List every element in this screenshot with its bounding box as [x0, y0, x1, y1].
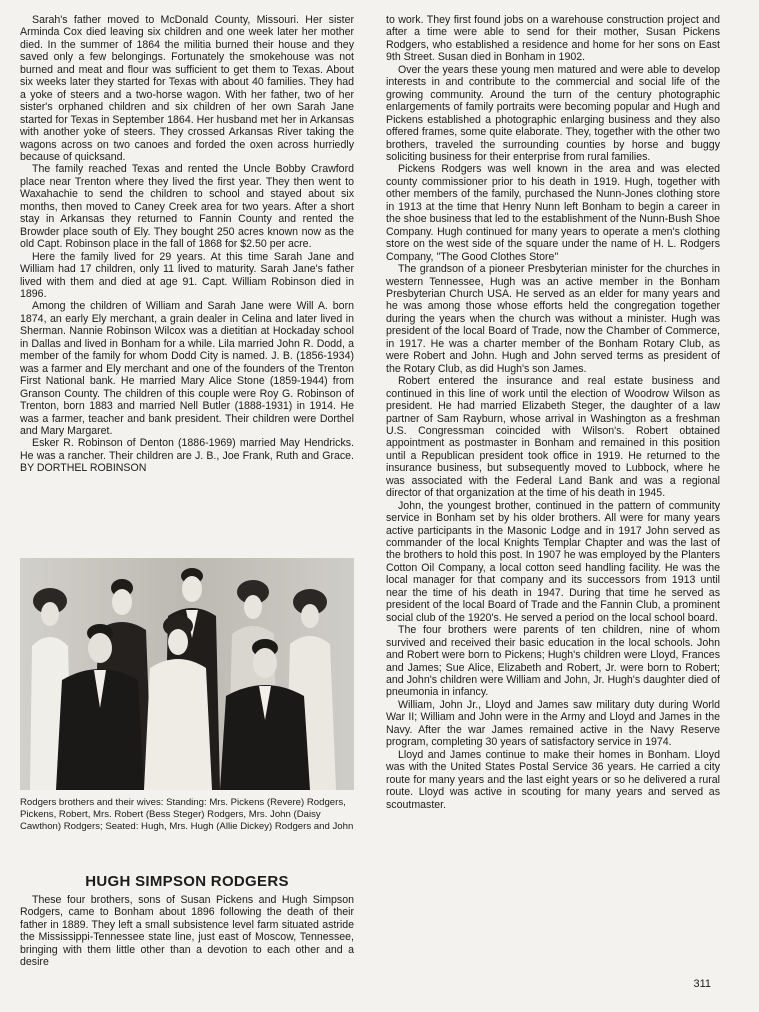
paragraph: The grandson of a pioneer Presbyterian minister for the churches in western Tennessee, Hugh was an active member in the Bonham Presbyterian Church USA. He served as an elder for many years and he was among those whose efforts held the congregation together during the years when the church was without a minister. Hugh was president of the local Board of Trade, now the Chamber of Commerce, in 1917. He was a charter member of the Bonham Rotary Club, as were Robert and John. Hugh and John served terms as president of the Rotary Club, as did Hugh's son James.	[386, 263, 720, 375]
paragraph: Pickens Rodgers was well known in the area and was elected county commissioner prior to his death in 1919. Hugh, together with other members of the family, purchased the Nunn-Jones clothing store in 1913 at the time that Henry Nunn left Bonham to begin a career in the shoe business that led to the establishment of the Nunn-Bush Shoe Company. Hugh continued for many years to operate a men's clothing store on the west side of the square under the name of H. L. Rodgers Company, "The Good Clothes Store"	[386, 163, 720, 263]
paragraph: William, John Jr., Lloyd and James saw military duty during World War II; William and John were in the Army and Lloyd and James in the Navy. After the war James remained active in the Navy Reserve program, completing 30 years of satisfactory service in 1974.	[386, 698, 720, 749]
section-heading: HUGH SIMPSON RODGERS	[85, 873, 289, 890]
family-photo	[20, 558, 354, 790]
paragraph: Robert entered the insurance and real estate business and continued in this line of work until the election of Woodrow Wilson as president. He had married Elizabeth Steger, the daughter of a law partner of Sam Rayburn, whose arrival in Washington as a freshman U.S. Congressman coincided with Wilson's. Robert obtained appointment as postmaster in Bonham and remained in this position until a Republican president took office in 1919. He returned to the insurance business, but subsequently moved to Lubbock, where he was associated with the Federal Land Bank and was a regional director of that organization at the time of his death in 1945.	[386, 375, 720, 500]
paragraph: Esker R. Robinson of Denton (1886-1969) married May Hendricks. He was a rancher. Their children are J. B., Joe Frank, Ruth and Grace. BY DORTHEL ROBINSON	[20, 437, 354, 475]
right-column-text	[386, 14, 720, 811]
photo-caption: Rodgers brothers and their wives: Standing: Mrs. Pickens (Revere) Rodgers, Pickens, Robert, Mrs. Robert (Bess Steger) Rodgers, Mrs. John (Daisy Cawthon) Rodgers; Seated: Hugh, Mrs. Hugh (Allie Dickey) Rodgers and John	[20, 797, 354, 833]
paragraph: John, the youngest brother, continued in the pattern of community service in Bonham set by his older brothers. All were for many years active participants in the Masonic Lodge and in 1917 John served as commander of the local Knights Templar Chapter and was the last of the brothers to hold this post. In 1907 he was employed by the Planters Cotton Oil Company, a local cotton seed handling facility. He was the local manager for that company and its successors from 1913 until near the time of his death in 1947. During that time he served as president of the local Board of Trade and the Fannin Club, a prominent social club of the 1920's. He served a period on the local school board.	[386, 499, 720, 624]
paragraph: Over the years these young men matured and were able to develop interests in and contribute to the commercial and social life of the growing community. Around the turn of the century photographic enlargements of family portraits were becoming popular and Hugh and Pickens established a photographic enlarging business and they also offered frames, some quite elaborate. They, together with the other two brothers, traveled the surrounding counties by horse and buggy soliciting business for their enterprise from rural families.	[386, 63, 720, 163]
paragraph: Lloyd and James continue to make their homes in Bonham. Lloyd was with the United States Postal Service 36 years. He carried a city route for many years and the last eight years or so he delivered a rural route. Lloyd was active in scouting for many years and served as scoutmaster.	[386, 748, 720, 811]
left-column-text	[20, 14, 354, 475]
paragraph: to work. They first found jobs on a warehouse construction project and after a time were able to send for their mother, Susan Pickens Rodgers, who established a residence and home for her sons on East 9th Street. Susan died in Bonham in 1902.	[386, 14, 720, 64]
paragraph: Here the family lived for 29 years. At this time Sarah Jane and William had 17 children, only 11 lived to maturity. Sarah Jane's father lived with them and died at age 91. Capt. William Robinson died in 1896.	[20, 250, 354, 300]
paragraph: Among the children of William and Sarah Jane were Will A. born 1874, an early Ely merchant, a grain dealer in Celina and later lived in Sherman. Nannie Robinson Wilcox was a dietitian at Hockaday school in Dallas and lived in Bonham for a while. Lila married John R. Dodd, a member of the family for whom Dodd City is named. J. B. (1856-1934) was a farmer and Ely merchant and one of the founders of the Trenton First National bank. He married Mary Alice Stone (1859-1944) from Granson County. The children of this couple were Roy G. Robinson of Trenton, born 1883 and married Nell Butler (1888-1931) in 1914. He was a farmer, teacher and bank president. Their children were Dorthel and Mary Margaret.	[20, 300, 354, 437]
paragraph: The family reached Texas and rented the Uncle Bobby Crawford place near Trenton where they lived the first year. They then went to Waxahachie to send the children to school and stayed about six months, then moved to Caney Creek area for two years. After a short stay in Arkansas they returned to Fannin County and rented the Browder place south of Ely. They bought 250 acres known now as the old Capt. Robinson place in the fall of 1868 for $2.50 per acre.	[20, 163, 354, 251]
left-column-text-continued	[20, 894, 354, 969]
paragraph: These four brothers, sons of Susan Pickens and Hugh Simpson Rodgers, came to Bonham about 1896 following the death of their father in 1889. They left a small subsistence level farm situated astride the Mississippi-Tennessee state line, just east of Moscow, Tennessee, bringing with them little other than a devotion to each other and a desire	[20, 894, 354, 969]
paragraph: The four brothers were parents of ten children, nine of whom survived and received their basic education in the local schools. John and Robert were born to Pickens; Hugh's children were Lloyd, Frances and James; Sue Alice, Elizabeth and Robert, Jr. were born to Robert; and John's children were William and John, Jr. Hugh's daughter died of pneumonia in infancy.	[386, 624, 720, 699]
page-number: 311	[693, 978, 711, 990]
paragraph: Sarah's father moved to McDonald County, Missouri. Her sister Arminda Cox died leaving six children and one week later her mother died. In the summer of 1864 the militia burned their house and they saved only a few belongings. Fortunately the smokehouse was not burned and meat and flour was sufficient to get them to Texas. About six weeks later they started for Texas with about 40 families. They had a yoke of steers and a two-horse wagon. With her father, two of her sister's orphaned children and six children of her own Sarah Jane started for Texas in September 1864. Her husband met her in Arkansas with another yoke of steers. They crossed Arkansas River taking the wagons across on two canoes and forded the oxen across hurriedly because of quicksand.	[20, 14, 354, 163]
